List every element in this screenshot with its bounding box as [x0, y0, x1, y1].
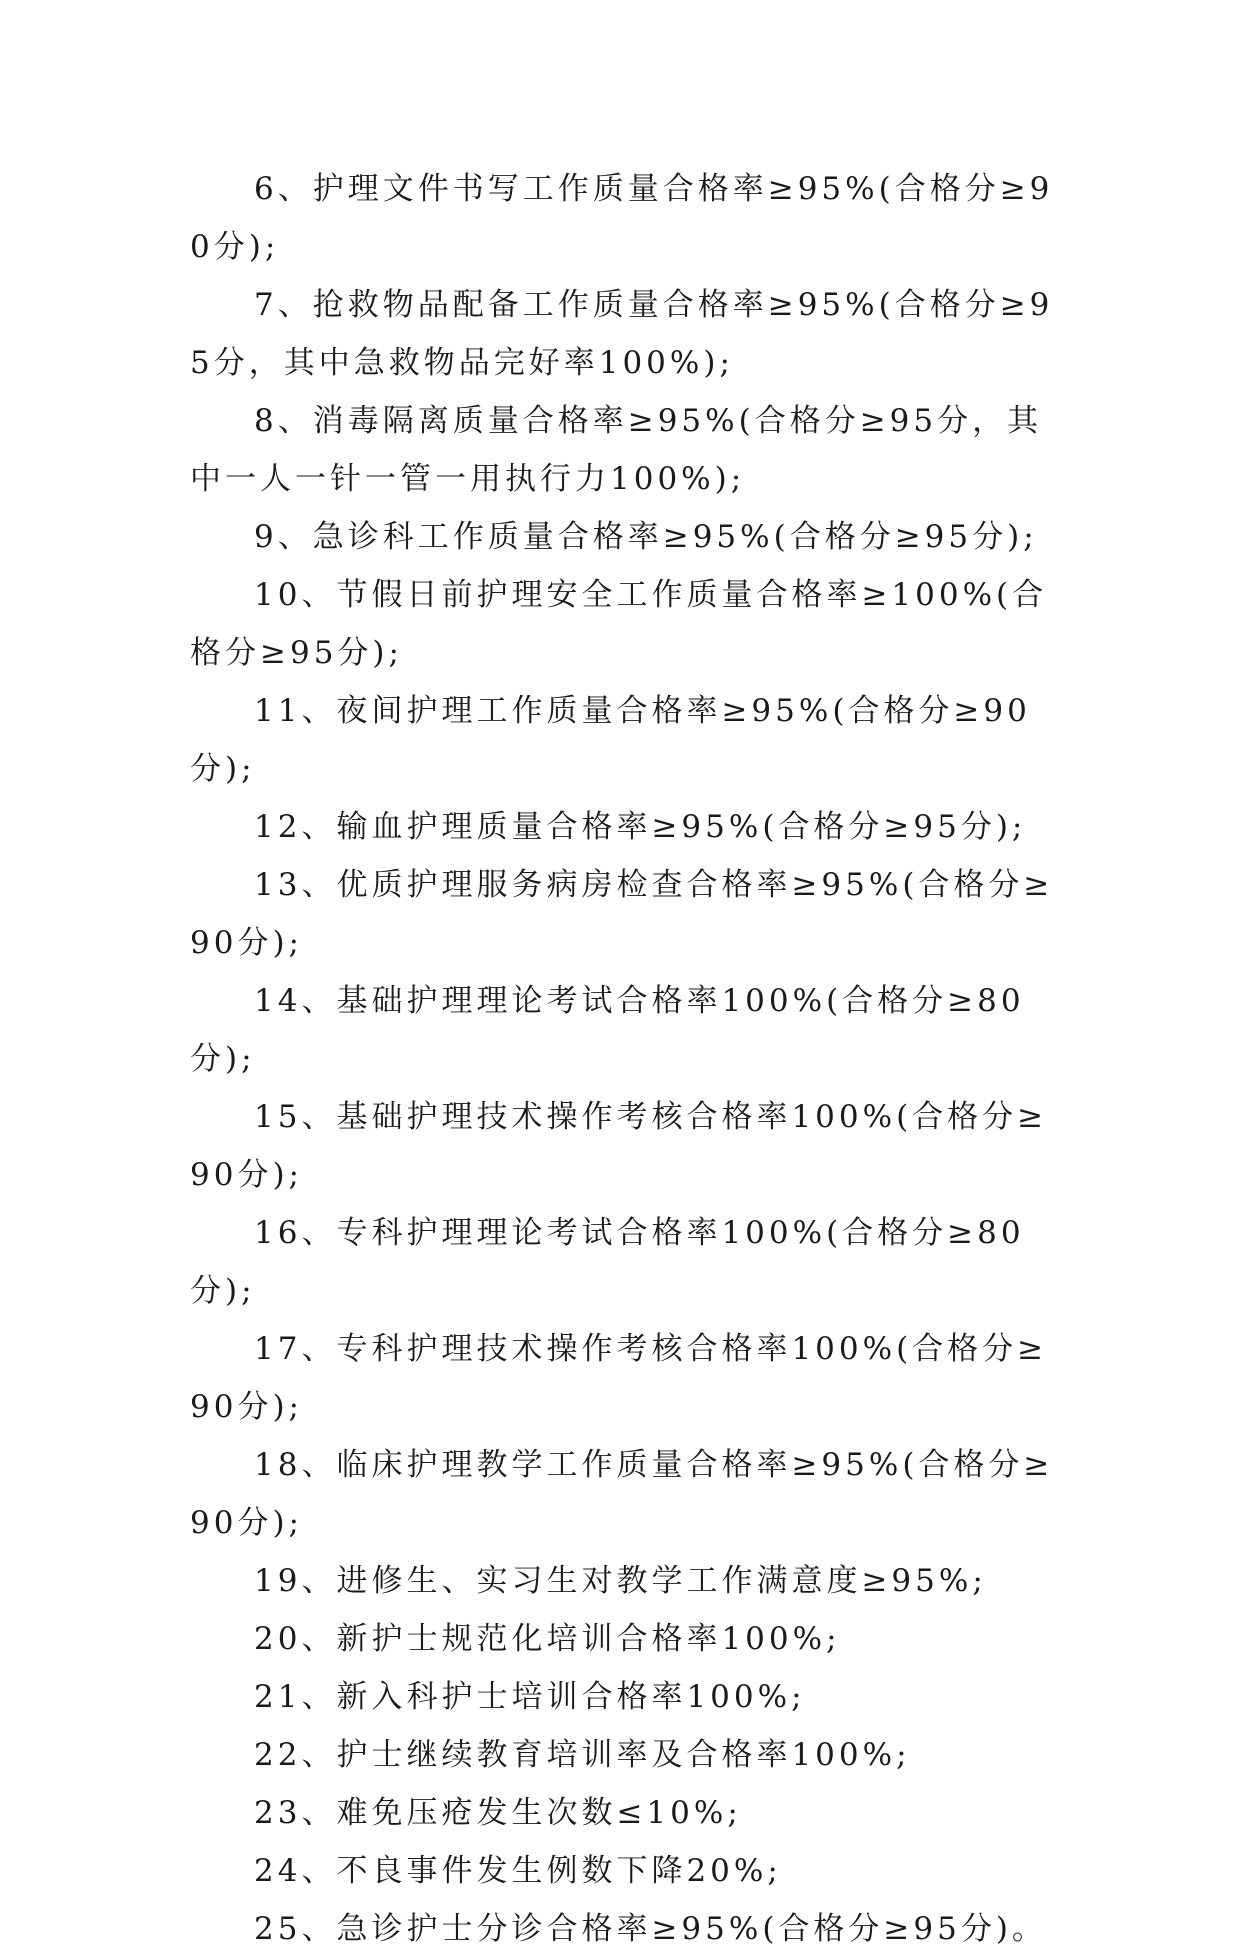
list-item: 22、护士继续教育培训率及合格率100%;	[254, 1737, 911, 1773]
list-item: 9、急诊科工作质量合格率≥95%(合格分≥95分);	[254, 519, 1038, 555]
list-item: 14、基础护理理论考试合格率100%(合格分≥80分);	[190, 983, 1025, 1077]
list-item: 15、基础护理技术操作考核合格率100%(合格分≥90分);	[190, 1099, 1048, 1193]
list-item: 13、优质护理服务病房检查合格率≥95%(合格分≥90分);	[190, 867, 1054, 961]
list-item: 23、难免压疮发生次数≤10%;	[254, 1795, 742, 1831]
list-item: 20、新护士规范化培训合格率100%;	[254, 1621, 841, 1657]
list-item: 18、临床护理教学工作质量合格率≥95%(合格分≥90分);	[190, 1447, 1054, 1541]
list-item: 19、进修生、实习生对教学工作满意度≥95%;	[254, 1563, 987, 1599]
document-body	[190, 160, 1070, 1958]
list-item: 11、夜间护理工作质量合格率≥95%(合格分≥90分);	[190, 693, 1031, 787]
list-item: 12、输血护理质量合格率≥95%(合格分≥95分);	[254, 809, 1027, 845]
list-item: 16、专科护理理论考试合格率100%(合格分≥80分);	[190, 1215, 1025, 1309]
list-item: 25、急诊护士分诊合格率≥95%(合格分≥95分)。	[254, 1911, 1047, 1947]
list-item: 17、专科护理技术操作考核合格率100%(合格分≥90分);	[190, 1331, 1048, 1425]
list-item: 10、节假日前护理安全工作质量合格率≥100%(合格分≥95分);	[190, 577, 1048, 671]
list-item: 6、护理文件书写工作质量合格率≥95%(合格分≥90分);	[190, 171, 1054, 265]
list-item: 8、消毒隔离质量合格率≥95%(合格分≥95分，其中一人一针一管一用执行力100%);	[190, 403, 1043, 497]
list-item: 24、不良事件发生例数下降20%;	[254, 1853, 782, 1889]
list-item: 7、抢救物品配备工作质量合格率≥95%(合格分≥95分，其中急救物品完好率100%);	[190, 287, 1054, 381]
list-item: 21、新入科护士培训合格率100%;	[254, 1679, 806, 1715]
